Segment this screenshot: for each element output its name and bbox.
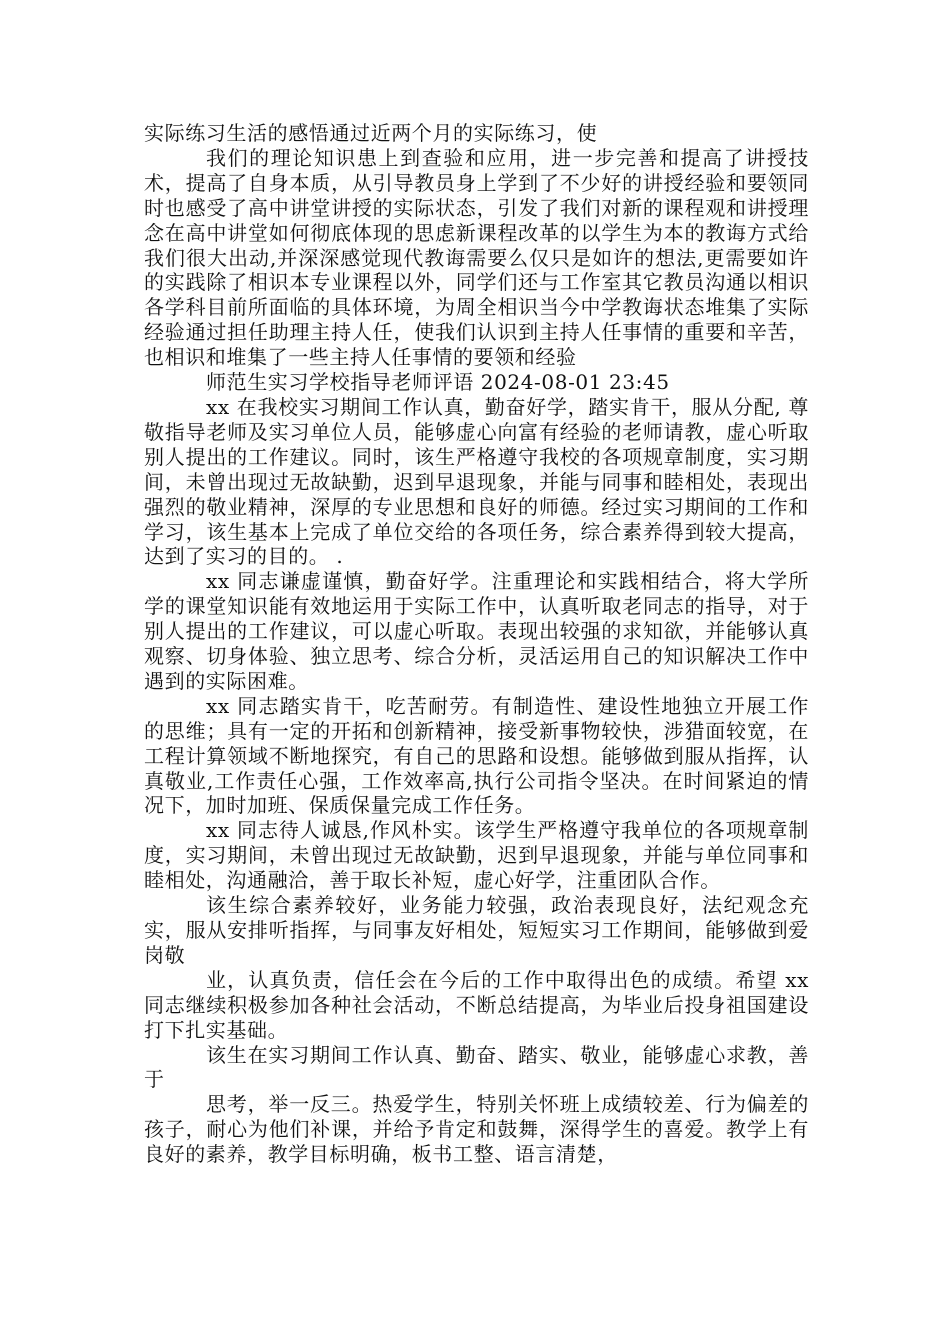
paragraph-10: 该生在实习期间工作认真、勤奋、踏实、敬业，能够虚心求教，善于 (144, 1042, 809, 1092)
paragraph-11: 思考，举一反三。热爱学生，特别关怀班上成绩较差、行为偏差的孩子，耐心为他们补课，并给予肯定和鼓舞，深得学生的喜爱。教学上有良好的素养，教学目标明确，板书工整、语言清楚， (144, 1092, 809, 1167)
paragraph-4: xx 在我校实习期间工作认真，勤奋好学，踏实肯干，服从分配, 尊敬指导老师及实习单位人员，能够虚心向富有经验的老师请教，虚心听取别人提出的工作建议。同时，该生严格遵守我校的各项规章制度，实习期间，未曾出现过无故缺勤，迟到早退现象，并能与同事和睦相处，表现出强烈的敬业精神，深厚的专业思想和良好的师德。经过实习期间的工作和学习，该生基本上完成了单位交给的各项任务，综合素养得到较大提高，达到了实习的目的。 . (144, 394, 809, 569)
paragraph-2: 我们的理论知识患上到查验和应用，进一步完善和提高了讲授技术，提高了自身本质，从引导教员身上学到了不少好的讲授经验和要领同时也感受了高中讲堂讲授的实际状态，引发了我们对新的课程观和讲授理念在高中讲堂如何彻底体现的思虑新课程改革的以学生为本的教诲方式给我们很大出动,并深深感觉现代教诲需要么仅只是如许的想法,更需要如许的实践除了相识本专业课程以外，同学们还与工作室其它教员沟通以相识各学科目前所面临的具体环境，为周全相识当今中学教诲状态堆集了实际经验通过担任助理主持人任，使我们认识到主持人任事情的重要和辛苦，也相识和堆集了一些主持人任事情的要领和经验 (144, 145, 809, 370)
paragraph-8: 该生综合素养较好，业务能力较强，政治表现良好，法纪观念充实，服从安排听指挥，与同事友好相处，短短实习工作期间，能够做到爱岗敬 (144, 893, 809, 967)
section-heading: 师范生实习学校指导老师评语 2024-08-01 23:45 (206, 370, 670, 395)
paragraph-6: xx 同志踏实肯干，吃苦耐劳。有制造性、建设性地独立开展工作的思维；具有一定的开拓和创新精神，接受新事物较快，涉猎面较宽，在工程计算领域不断地探究，有自己的思路和设想。能够做到服从指挥，认真敬业,工作责任心强，工作效率高,执行公司指令坚决。在时间紧迫的情况下，加时加班、保质保量完成工作任务。 (144, 693, 809, 818)
paragraph-9: 业，认真负责，信任会在今后的工作中取得出色的成绩。希望 xx 同志继续积极参加各种社会活动，不断总结提高，为毕业后投身祖国建设打下扎实基础。 (144, 967, 809, 1042)
document-body (144, 121, 809, 1167)
paragraph-1: 实际练习生活的感悟通过近两个月的实际练习，使 (144, 121, 598, 145)
paragraph-7: xx 同志待人诚恳,作风朴实。该学生严格遵守我单位的各项规章制度，实习期间，未曾出现过无故缺勤，迟到早退现象，并能与单位同事和睦相处，沟通融洽，善于取长补短，虚心好学，注重团队合作。 (144, 818, 809, 893)
paragraph-5: xx 同志谦虚谨慎，勤奋好学。注重理论和实践相结合，将大学所学的课堂知识能有效地运用于实际工作中，认真听取老同志的指导，对于别人提出的工作建议，可以虚心听取。表现出较强的求知欲，并能够认真观察、切身体验、独立思考、综合分析，灵活运用自己的知识解决工作中遇到的实际困难。 (144, 569, 809, 693)
